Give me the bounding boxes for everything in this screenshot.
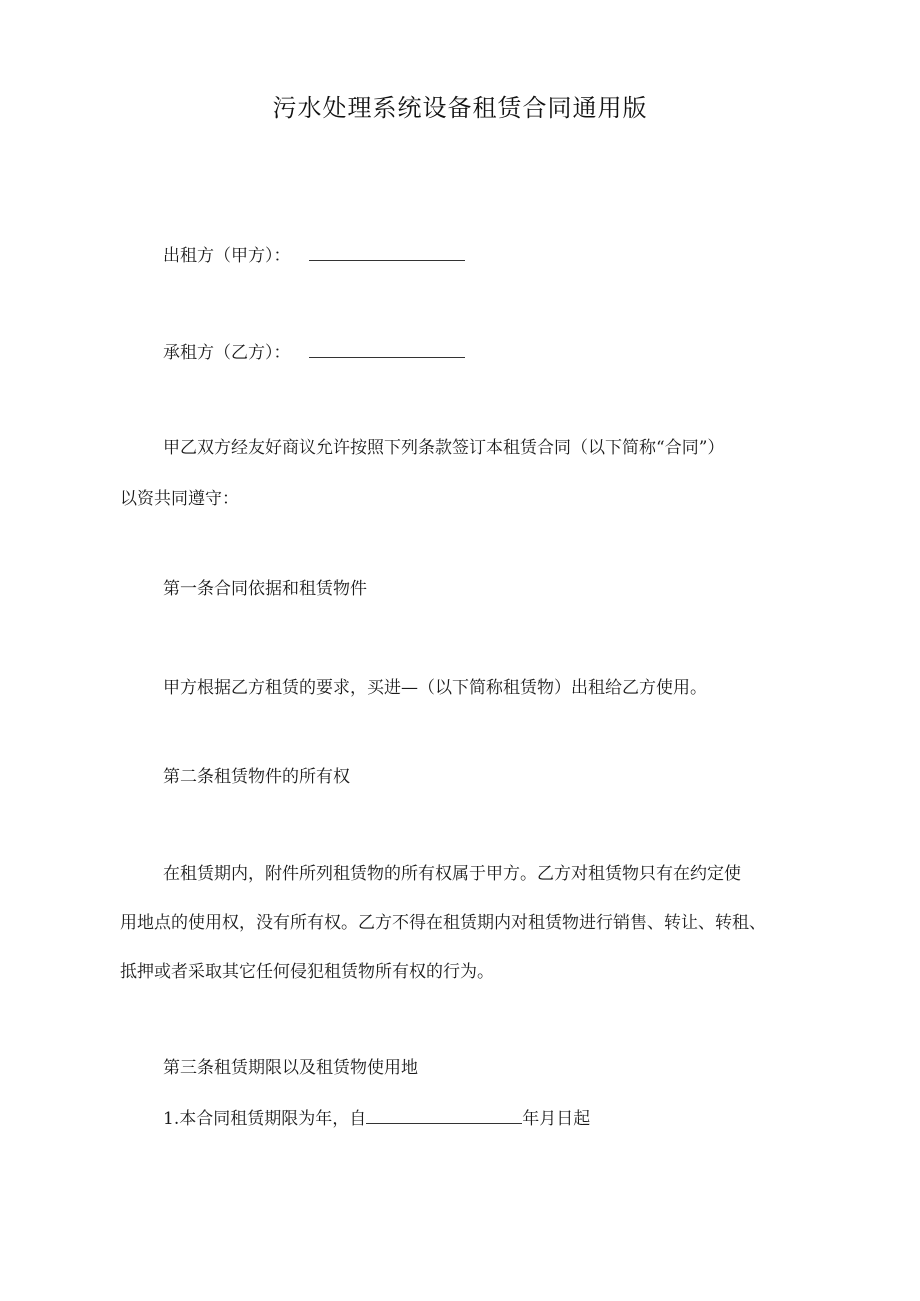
lessor-label: 出租方（甲方）： bbox=[163, 246, 291, 266]
article1-text: 甲方根据乙方租赁的要求，买进—（以下简称租赁物）出租给乙方使用。 bbox=[163, 678, 707, 698]
article3-heading: 第三条租赁期限以及租赁物使用地 bbox=[163, 1058, 418, 1078]
article3-item1-prefix: 1.本合同租赁期限为年，自 bbox=[163, 1109, 367, 1129]
lessee-line bbox=[163, 341, 465, 364]
preamble-line-2: 以资共同遵守： bbox=[120, 489, 239, 509]
start-date-blank bbox=[366, 1107, 522, 1124]
article2-heading: 第二条租赁物件的所有权 bbox=[163, 767, 350, 787]
article3-item1-suffix: 年月日起 bbox=[522, 1109, 591, 1129]
article2-line-2: 用地点的使用权，没有所有权。乙方不得在租赁期内对租赁物进行销售、转让、转租、 bbox=[120, 913, 766, 933]
lessor-line bbox=[163, 244, 465, 267]
lessee-blank bbox=[309, 341, 465, 358]
document-title: 污水处理系统设备租赁合同通用版 bbox=[272, 94, 648, 122]
lessor-blank bbox=[309, 244, 465, 261]
article3-item1 bbox=[163, 1107, 590, 1130]
article2-line-1: 在租赁期内，附件所列租赁物的所有权属于甲方。乙方对租赁物只有在约定使 bbox=[163, 864, 741, 884]
article2-line-3: 抵押或者采取其它任何侵犯租赁物所有权的行为。 bbox=[120, 962, 494, 982]
lessee-label: 承租方（乙方）： bbox=[163, 343, 291, 363]
article1-heading: 第一条合同依据和租赁物件 bbox=[163, 579, 367, 599]
preamble-line-1: 甲乙双方经友好商议允许按照下列条款签订本租赁合同（以下简称“合同”） bbox=[163, 438, 725, 458]
